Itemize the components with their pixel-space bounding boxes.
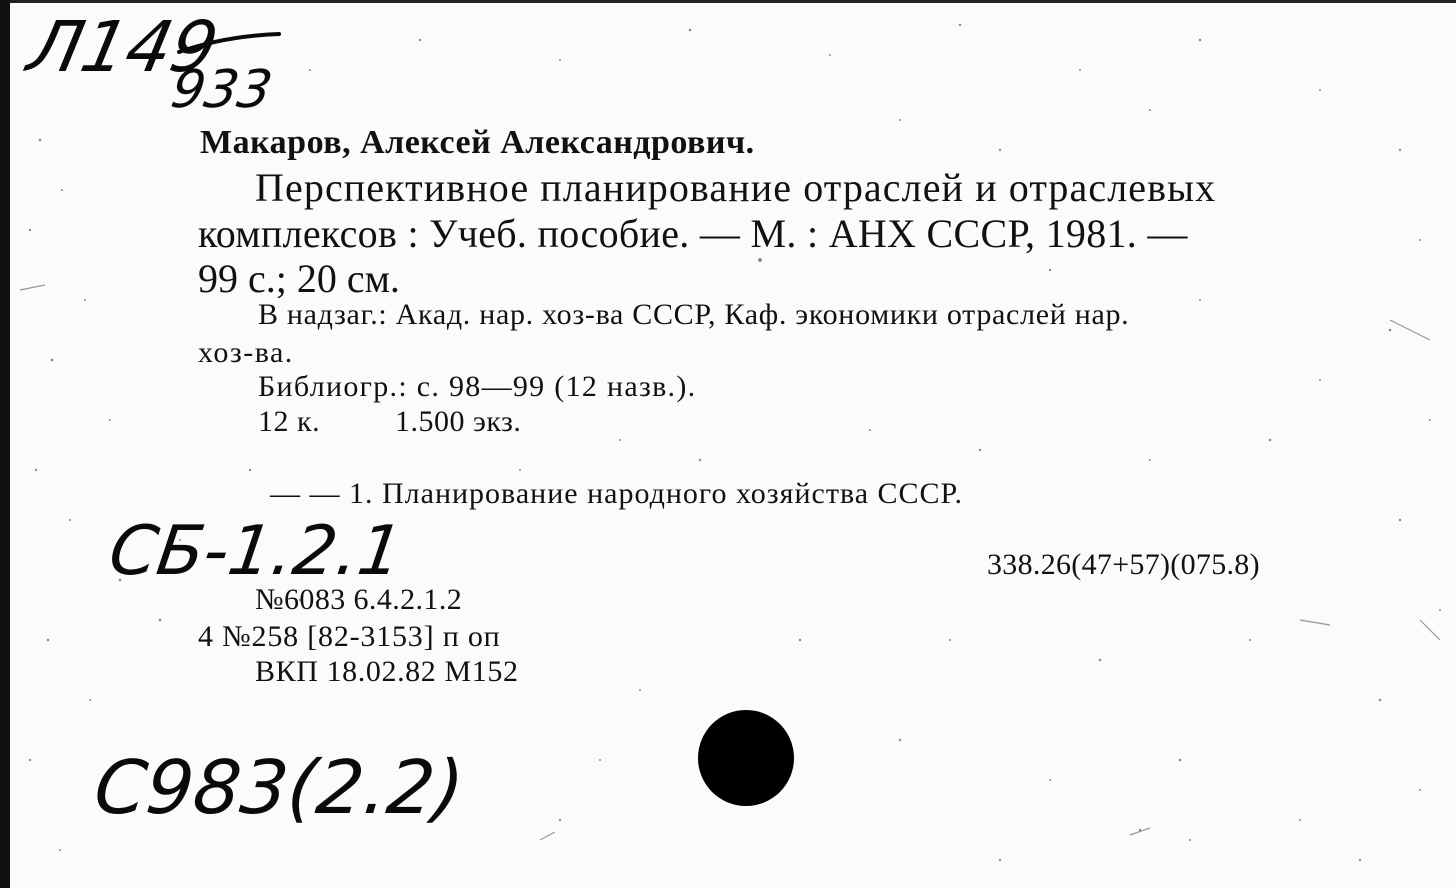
registry-code-3: ВКП 18.02.82 М152 <box>255 655 519 688</box>
author-heading: Макаров, Алексей Александрович. <box>200 124 755 161</box>
bibliography-note: Библиогр.: с. 98—99 (12 назв.). <box>258 370 697 403</box>
series-note-line-2: хоз-ва. <box>198 336 294 369</box>
title-line-1: Перспективное планирование отраслей и отраслевых <box>255 165 1217 210</box>
series-note-line-1: В надзаг.: Акад. нар. хоз-ва СССР, Каф. экономики отраслей нар. <box>258 298 1130 331</box>
registry-code-1: №6083 6.4.2.1.2 <box>255 583 463 616</box>
udc-index: 338.26(47+57)(075.8) <box>987 548 1260 581</box>
corner-number-top: Л149 <box>21 6 225 88</box>
subject-heading: — — 1. Планирование народного хозяйства СССР. <box>270 477 963 510</box>
card-punch-hole <box>698 710 794 806</box>
price: 12 к. <box>258 405 321 438</box>
handwritten-classification: СБ-1.2.1 <box>104 512 408 591</box>
title-line-3: 99 с.; 20 см. <box>198 256 400 301</box>
print-run: 1.500 экз. <box>395 405 522 438</box>
corner-number-fraction-line <box>175 30 285 60</box>
title-line-2: комплексов : Учеб. пособие. — М. : АНХ СССР, 1981. — <box>198 211 1188 256</box>
handwritten-shelf-mark: С983(2.2) <box>90 745 468 831</box>
corner-number-bottom: 933 <box>166 60 277 120</box>
registry-code-2: 4 №258 [82-3153] п оп <box>198 620 501 653</box>
